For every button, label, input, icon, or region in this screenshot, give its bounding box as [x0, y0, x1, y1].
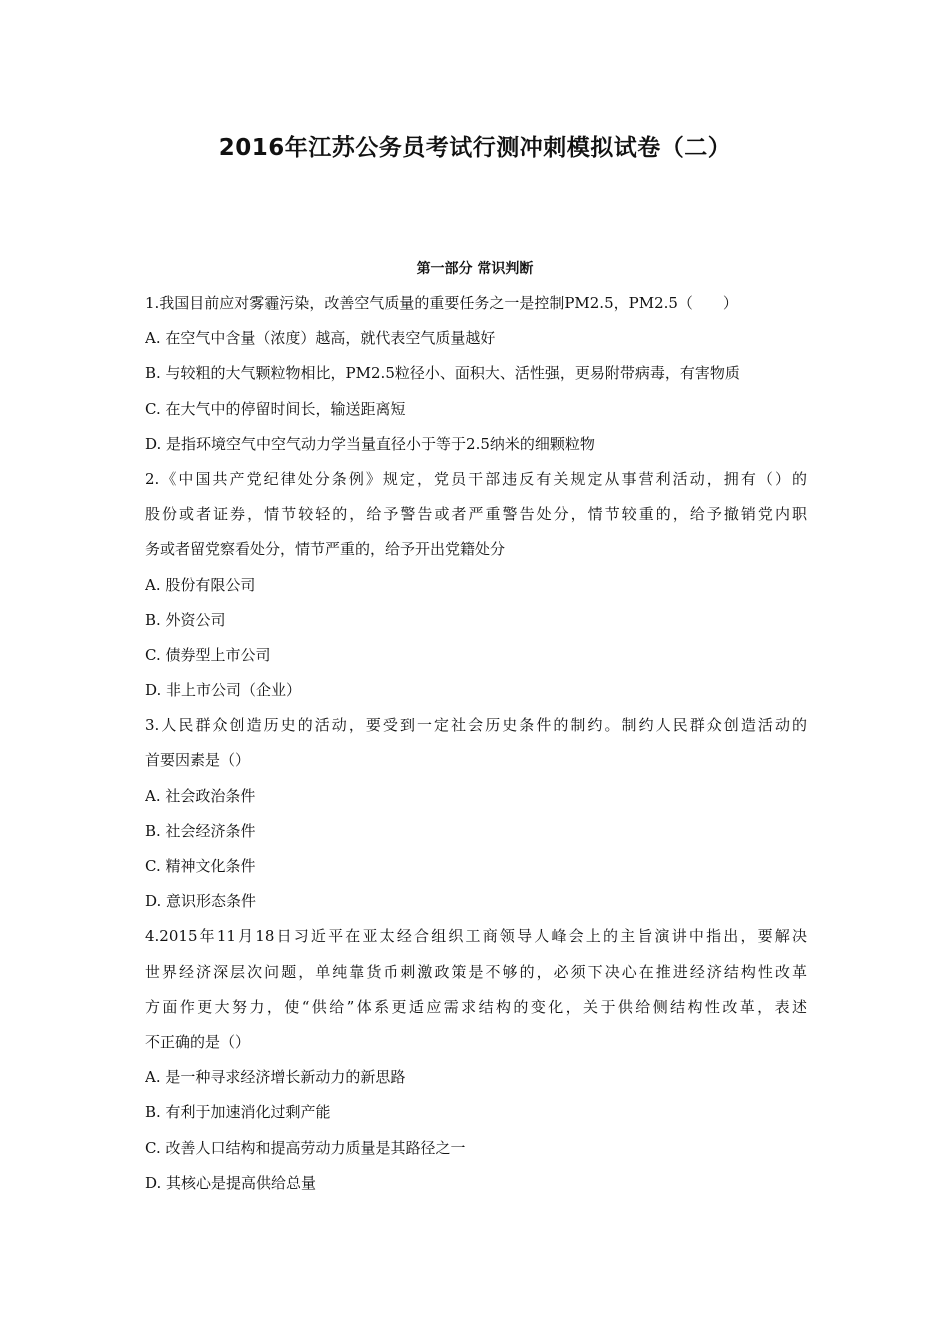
question-2-option-d: D. 非上市公司（企业） — [145, 681, 302, 700]
question-2-stem-line-3: 务或者留党察看处分，情节严重的，给予开出党籍处分 — [145, 540, 506, 559]
section-heading: 第一部分 常识判断 — [416, 261, 534, 277]
page-title: 2016年江苏公务员考试行测冲刺模拟试卷（二） — [218, 135, 732, 161]
question-4-option-d: D. 其核心是提高供给总量 — [145, 1173, 317, 1192]
question-4-stem-line-3: 方面作更大努力，使“供给”体系更适应需求结构的变化，关于供给侧结构性改革，表述 — [145, 997, 807, 1016]
question-3-option-b: B. 社会经济条件 — [145, 821, 256, 840]
document-body — [145, 286, 807, 1201]
question-1-option-a: A. 在空气中含量（浓度）越高，就代表空气质量越好 — [145, 329, 496, 348]
question-1-stem: 1.我国目前应对雾霾污染，改善空气质量的重要任务之一是控制PM2.5，PM2.5（ ） — [145, 294, 738, 312]
question-3-stem-line-1: 3.人民群众创造历史的活动，要受到一定社会历史条件的制约。制约人民群众创造活动的 — [145, 716, 807, 735]
question-4-option-c: C. 改善人口结构和提高劳动力质量是其路径之一 — [145, 1138, 466, 1157]
question-2-option-c: C. 债券型上市公司 — [145, 645, 271, 664]
question-2-option-a: A. 股份有限公司 — [145, 575, 256, 594]
question-3-option-c: C. 精神文化条件 — [145, 857, 256, 875]
question-2-option-b: B. 外资公司 — [145, 610, 226, 629]
question-3-stem-line-2: 首要因素是（） — [145, 751, 251, 770]
question-1-option-c: C. 在大气中的停留时间长，输送距离短 — [145, 399, 406, 418]
question-4-option-a: A. 是一种寻求经济增长新动力的新思路 — [145, 1068, 406, 1087]
question-1-option-d: D. 是指环境空气中空气动力学当量直径小于等于2.5纳米的细颗粒物 — [145, 434, 595, 453]
question-3-option-a: A. 社会政治条件 — [145, 786, 256, 805]
question-4-stem-line-1: 4.2015年11月18日习近平在亚太经合组织工商领导人峰会上的主旨演讲中指出，要解决 — [145, 927, 807, 946]
question-4-stem-line-2: 世界经济深层次问题，单纯靠货币刺激政策是不够的，必须下决心在推进经济结构性改革 — [145, 962, 807, 981]
question-4-stem-line-4: 不正确的是（） — [145, 1032, 251, 1051]
question-1-option-b: B. 与较粗的大气颗粒物相比，PM2.5粒径小、面积大、活性强，更易附带病毒，有害物质 — [145, 364, 740, 383]
question-3-option-d: D. 意识形态条件 — [145, 892, 257, 911]
question-2-stem-line-2: 股份或者证券，情节较轻的，给予警告或者严重警告处分，情节较重的，给予撤销党内职 — [145, 505, 807, 524]
question-4-option-b: B. 有利于加速消化过剩产能 — [145, 1103, 331, 1122]
question-2-stem-line-1: 2.《中国共产党纪律处分条例》规定，党员干部违反有关规定从事营利活动，拥有（）的 — [145, 469, 807, 488]
